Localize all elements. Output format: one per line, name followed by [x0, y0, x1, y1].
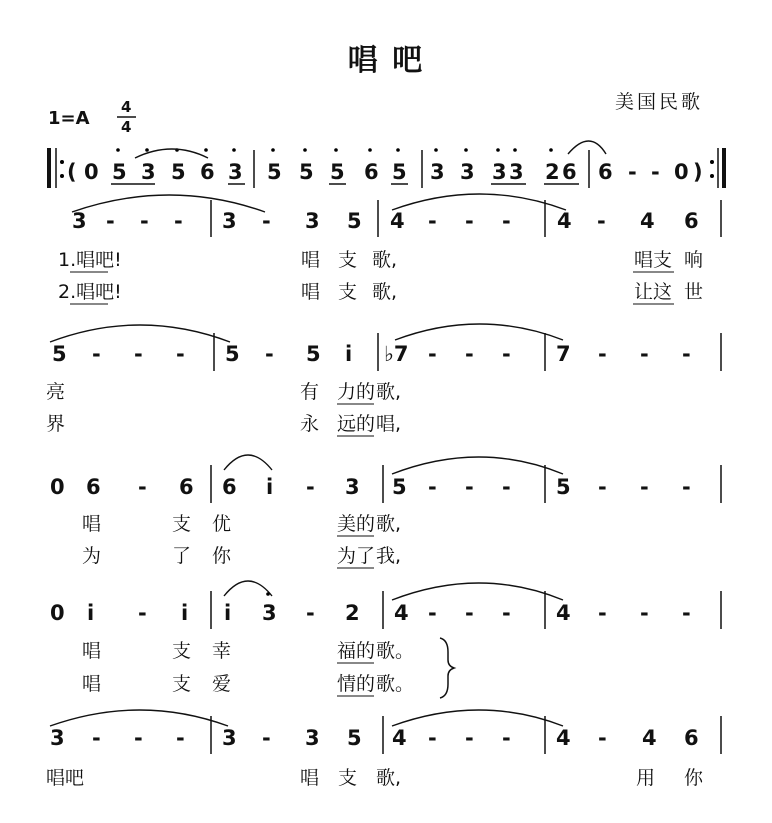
- lyric: 亮: [46, 381, 66, 403]
- octave-dot-above: [266, 592, 270, 596]
- slur: [395, 324, 563, 340]
- dash: -: [465, 209, 474, 233]
- note: 6: [684, 726, 699, 750]
- note: 4: [556, 726, 571, 750]
- octave-dot-above: [116, 148, 120, 152]
- slur: [50, 710, 228, 726]
- note: 2: [345, 601, 360, 625]
- dash: -: [597, 209, 606, 233]
- dash: -: [502, 475, 511, 499]
- note: 3: [222, 209, 237, 233]
- note: 0: [50, 475, 65, 499]
- dash: -: [92, 342, 101, 366]
- dash: -: [502, 209, 511, 233]
- lyric: 1.唱吧!: [58, 249, 122, 271]
- slur: [392, 457, 563, 474]
- dash: -: [428, 342, 437, 366]
- score-row-2: [58, 194, 721, 304]
- lyric: 唱: [82, 640, 102, 662]
- slur: [392, 710, 563, 726]
- octave-dot-above: [368, 148, 372, 152]
- lyric: 幸: [212, 640, 232, 662]
- dash: -: [502, 726, 511, 750]
- score-row-1: [49, 141, 724, 188]
- lyric: 响: [684, 249, 704, 271]
- lyric: 支: [338, 281, 358, 303]
- dash: -: [134, 726, 143, 750]
- note: 6: [364, 160, 379, 184]
- note: 4: [392, 726, 407, 750]
- note: 3: [509, 160, 524, 184]
- score-row-4: [50, 455, 721, 568]
- lyric: 了: [172, 545, 192, 567]
- lyric: 支: [172, 640, 192, 662]
- lyric: 支: [338, 767, 358, 789]
- dash: -: [306, 601, 315, 625]
- lyric: 让这: [634, 281, 673, 303]
- repeat-dot: [710, 160, 714, 164]
- dash: -: [598, 726, 607, 750]
- dash: -: [306, 475, 315, 499]
- note: 5: [267, 160, 282, 184]
- score-row-3: [46, 324, 721, 436]
- note: 4: [390, 209, 405, 233]
- dash: -: [628, 160, 637, 184]
- note: 3: [460, 160, 475, 184]
- note: i: [345, 342, 353, 366]
- note: 6: [179, 475, 194, 499]
- lyric: 我,: [376, 545, 402, 567]
- dash: -: [598, 342, 607, 366]
- note: 3: [50, 726, 65, 750]
- dash: -: [598, 475, 607, 499]
- note: i: [181, 601, 189, 625]
- note: 3: [345, 475, 360, 499]
- lyric: 爱: [212, 673, 232, 695]
- dash: -: [140, 209, 149, 233]
- dash: -: [682, 475, 691, 499]
- note: 5: [392, 160, 407, 184]
- lyric: 唱支: [634, 249, 673, 271]
- note: 4: [557, 209, 572, 233]
- note: ♭7: [384, 342, 409, 366]
- score-row-5: [50, 581, 721, 698]
- lyric: 歌,: [372, 281, 398, 303]
- octave-dot-above: [464, 148, 468, 152]
- note: 5: [392, 475, 407, 499]
- dash: -: [465, 342, 474, 366]
- lyric: 力的: [337, 381, 376, 403]
- dash: -: [428, 209, 437, 233]
- note: 5: [112, 160, 127, 184]
- dash: -: [682, 342, 691, 366]
- lyric: 歌。: [376, 640, 415, 662]
- dash: -: [640, 601, 649, 625]
- dash: -: [265, 342, 274, 366]
- note: 6: [562, 160, 577, 184]
- note: 0: [50, 601, 65, 625]
- dash: -: [176, 726, 185, 750]
- lyric: 你: [684, 767, 704, 789]
- octave-dot-above: [549, 148, 553, 152]
- key-signature: 1=A: [48, 108, 90, 129]
- note: 3: [492, 160, 507, 184]
- note: 5: [347, 726, 362, 750]
- lyric: 支: [172, 513, 192, 535]
- lyric: 唱: [82, 673, 102, 695]
- punctuation: (: [67, 160, 77, 184]
- note: i: [87, 601, 95, 625]
- octave-dot-above: [303, 148, 307, 152]
- dash: -: [465, 601, 474, 625]
- lyric: 歌。: [376, 673, 415, 695]
- dash: -: [138, 475, 147, 499]
- dash: -: [262, 209, 271, 233]
- slur: [224, 455, 272, 470]
- note: 6: [684, 209, 699, 233]
- note: 3: [305, 726, 320, 750]
- lyric: 唱: [301, 249, 321, 271]
- dash: -: [598, 601, 607, 625]
- slur: [392, 583, 563, 600]
- note: 4: [640, 209, 655, 233]
- note: 0: [84, 160, 99, 184]
- note: 3: [222, 726, 237, 750]
- dash: -: [465, 475, 474, 499]
- note: 5: [299, 160, 314, 184]
- note: 0: [674, 160, 689, 184]
- slur: [568, 141, 606, 154]
- dash: -: [428, 726, 437, 750]
- lyric: 界: [46, 413, 66, 435]
- time-signature-top: 4: [121, 98, 132, 116]
- lyric: 唱,: [376, 413, 402, 435]
- octave-dot-above: [204, 148, 208, 152]
- octave-dot-above: [232, 148, 236, 152]
- note: 3: [305, 209, 320, 233]
- slur: [224, 581, 272, 596]
- dash: -: [176, 342, 185, 366]
- lyric: 歌,: [376, 381, 402, 403]
- dash: -: [174, 209, 183, 233]
- note: 3: [262, 601, 277, 625]
- lyric: 福的: [337, 640, 376, 662]
- slur: [392, 194, 566, 210]
- punctuation: ): [693, 160, 703, 184]
- slur: [50, 325, 230, 342]
- note: 5: [347, 209, 362, 233]
- lyric: 永: [300, 413, 320, 435]
- note: 3: [72, 209, 87, 233]
- lyric: 为: [82, 545, 102, 567]
- note: 5: [52, 342, 67, 366]
- lyric: 情的: [337, 673, 376, 695]
- octave-dot-above: [271, 148, 275, 152]
- score-row-6: [46, 710, 721, 789]
- note: 4: [642, 726, 657, 750]
- note: 5: [306, 342, 321, 366]
- octave-dot-above: [434, 148, 438, 152]
- note: 5: [225, 342, 240, 366]
- octave-dot-above: [145, 148, 149, 152]
- octave-dot-above: [513, 148, 517, 152]
- dash: -: [262, 726, 271, 750]
- note: 3: [228, 160, 243, 184]
- lyric: 你: [212, 545, 232, 567]
- dash: -: [651, 160, 660, 184]
- dash: -: [134, 342, 143, 366]
- note: 6: [598, 160, 613, 184]
- lyric: 有: [300, 381, 320, 403]
- time-signature-bottom: 4: [121, 118, 132, 136]
- lyric: 唱: [300, 767, 320, 789]
- note: 6: [222, 475, 237, 499]
- lyric: 唱吧: [46, 767, 85, 789]
- song-title: 唱 吧: [347, 43, 425, 78]
- lyric: 唱: [82, 513, 102, 535]
- note: 6: [200, 160, 215, 184]
- note: 7: [556, 342, 571, 366]
- lyric: 歌,: [372, 249, 398, 271]
- note: 6: [86, 475, 101, 499]
- octave-dot-above: [396, 148, 400, 152]
- lyric: 唱: [301, 281, 321, 303]
- note: i: [266, 475, 274, 499]
- octave-dot-above: [496, 148, 500, 152]
- note: 4: [394, 601, 409, 625]
- lyric: 远的: [337, 413, 376, 435]
- octave-dot-above: [334, 148, 338, 152]
- verse-bracket: [440, 638, 454, 698]
- dash: -: [640, 342, 649, 366]
- dash: -: [502, 601, 511, 625]
- lyric: 歌,: [376, 767, 402, 789]
- note: 5: [330, 160, 345, 184]
- lyric: 歌,: [376, 513, 402, 535]
- note: 5: [556, 475, 571, 499]
- lyric: 支: [172, 673, 192, 695]
- note: i: [224, 601, 232, 625]
- note: 4: [556, 601, 571, 625]
- dash: -: [92, 726, 101, 750]
- repeat-dot: [60, 174, 64, 178]
- note: 3: [430, 160, 445, 184]
- dash: -: [138, 601, 147, 625]
- dash: -: [106, 209, 115, 233]
- lyric: 2.唱吧!: [58, 281, 122, 303]
- note: 3: [141, 160, 156, 184]
- song-origin: 美国民歌: [615, 91, 704, 113]
- note: 5: [171, 160, 186, 184]
- lyric: 为了: [337, 545, 376, 567]
- dash: -: [428, 475, 437, 499]
- dash: -: [502, 342, 511, 366]
- dash: -: [428, 601, 437, 625]
- repeat-dot: [60, 160, 64, 164]
- dash: -: [682, 601, 691, 625]
- lyric: 用: [636, 767, 656, 789]
- dash: -: [640, 475, 649, 499]
- lyric: 美的: [337, 513, 376, 535]
- note: 2: [545, 160, 560, 184]
- lyric: 世: [684, 281, 704, 303]
- dash: -: [465, 726, 474, 750]
- repeat-dot: [710, 174, 714, 178]
- lyric: 支: [338, 249, 358, 271]
- lyric: 优: [212, 513, 232, 535]
